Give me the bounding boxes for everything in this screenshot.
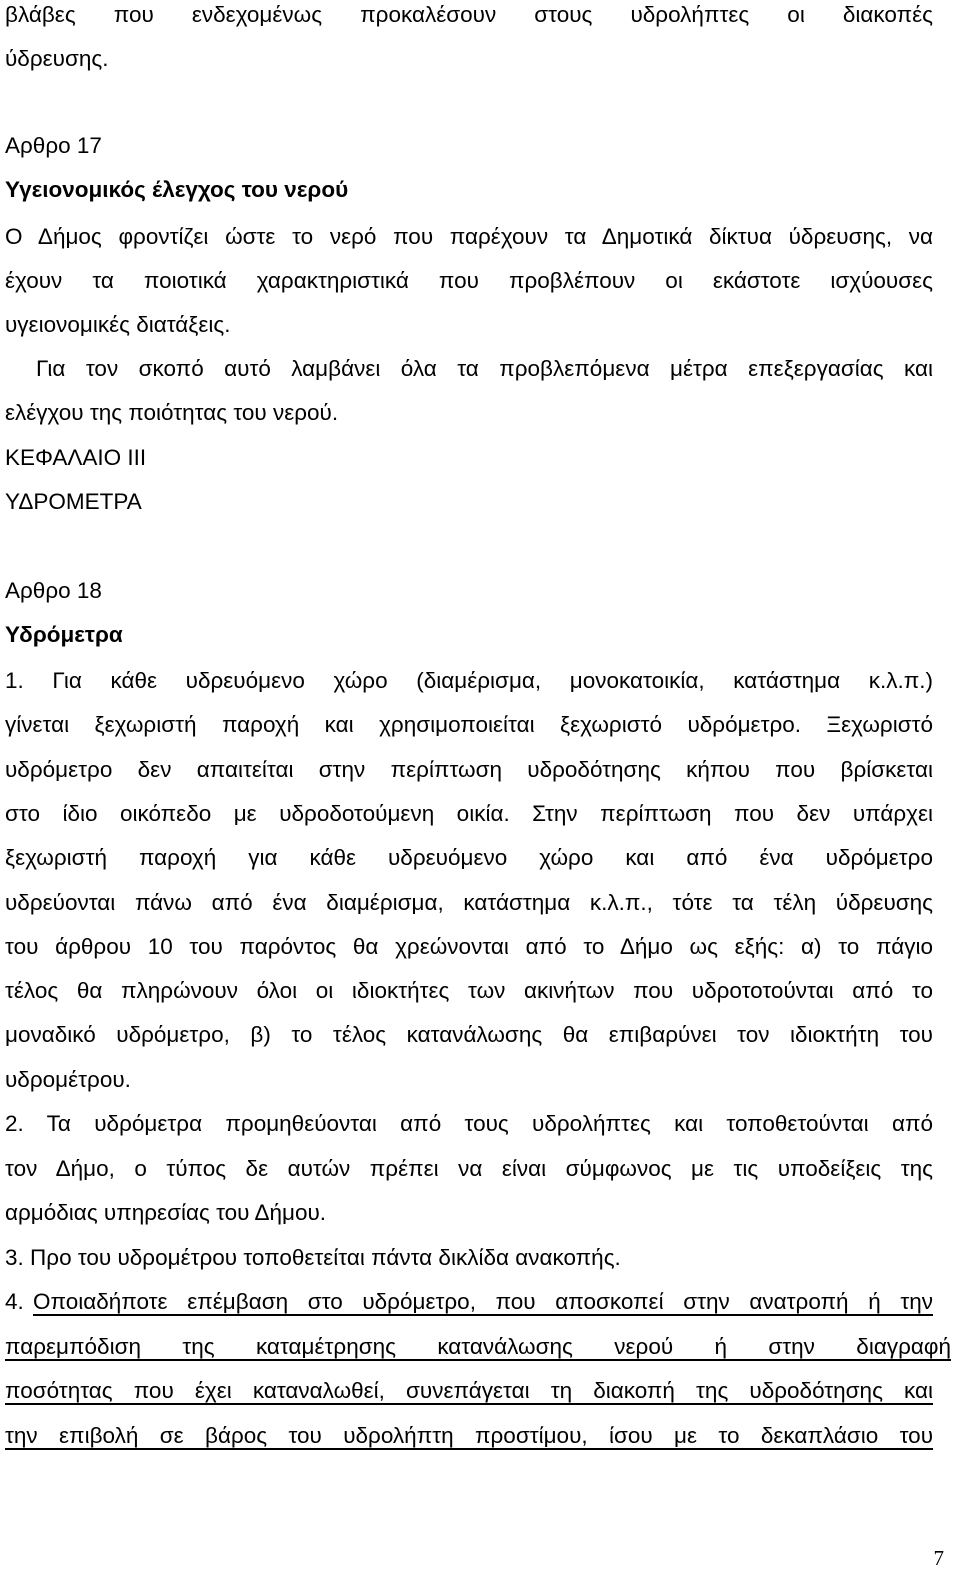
- text-line: υγειονομικές διατάξεις.: [5, 312, 231, 337]
- underlined-text-line: ποσότητας που έχει καταναλωθεί, συνεπάγεται τη διακοπή της υδροδότησης και: [5, 1378, 933, 1403]
- article-title: Υγειονομικός έλεγχος του νερού: [5, 177, 349, 202]
- text-line: 1. Για κάθε υδρευόμενο χώρο (διαμέρισμα, μονοκατοικία, κατάστημα κ.λ.π.): [5, 668, 933, 693]
- text-line: μοναδικό υδρόμετρο, β) το τέλος κατανάλωσης θα επιβαρύνει τον ιδιοκτήτη του: [5, 1022, 933, 1047]
- text-line: Ο Δήμος φροντίζει ώστε το νερό που παρέχουν τα Δημοτικά δίκτυα ύδρευσης, να: [5, 224, 933, 249]
- page-number: 7: [933, 1546, 944, 1570]
- text-line: υδρεύονται πάνω από ένα διαμέρισμα, κατάστημα κ.λ.π., τότε τα τέλη ύδρευσης: [5, 890, 933, 915]
- text-line: ελέγχου της ποιότητας του νερού.: [5, 400, 339, 425]
- text-line: γίνεται ξεχωριστή παροχή και χρησιμοποιείται ξεχωριστό υδρόμετρο. Ξεχωριστό: [5, 712, 933, 737]
- text-line: υδρόμετρο δεν απαιτείται στην περίπτωση υδροδότησης κήπου που βρίσκεται: [5, 757, 933, 782]
- text-line: ξεχωριστή παροχή για κάθε υδρευόμενο χώρο και από ένα υδρόμετρο: [5, 845, 933, 870]
- text-line: του άρθρου 10 του παρόντος θα χρεώνονται από το Δήμο ως εξής: α) το πάγιο: [5, 934, 933, 959]
- chapter-title: ΥΔΡΟΜΕΤΡΑ: [5, 489, 142, 514]
- text-line: ύδρευσης.: [5, 46, 109, 71]
- underlined-text-line: παρεμπόδιση της καταμέτρησης κατανάλωσης νερού ή στην διαγραφή: [5, 1334, 951, 1359]
- text-line: Για τον σκοπό αυτό λαμβάνει όλα τα προβλεπόμενα μέτρα επεξεργασίας και: [36, 356, 933, 381]
- text-line: 3. Προ του υδρομέτρου τοποθετείται πάντα δικλίδα ανακοπής.: [5, 1245, 621, 1270]
- text-line: βλάβες που ενδεχομένως προκαλέσουν στους υδρολήπτες οι διακοπές: [5, 2, 933, 27]
- text-line: αρμόδιας υπηρεσίας του Δήμου.: [5, 1200, 327, 1225]
- text-line: τον Δήμο, ο τύπος δε αυτών πρέπει να είναι σύμφωνος με τις υποδείξεις της: [5, 1156, 933, 1181]
- text-line: τέλος θα πληρώνουν όλοι οι ιδιοκτήτες των ακινήτων που υδροτοτούνται από το: [5, 978, 933, 1003]
- article-number: Αρθρο 17: [5, 133, 102, 158]
- text-line: 2. Τα υδρόμετρα προμηθεύονται από τους υδρολήπτες και τοποθετούνται από: [5, 1111, 933, 1136]
- text-line: υδρομέτρου.: [5, 1067, 131, 1092]
- article-title: Υδρόμετρα: [5, 622, 123, 647]
- underlined-text-line: την επιβολή σε βάρος του υδρολήπτη προστίμου, ίσου με το δεκαπλάσιο του: [5, 1423, 933, 1448]
- article-number: Αρθρο 18: [5, 578, 102, 603]
- underlined-text-line: Οποιαδήποτε επέμβαση στο υδρόμετρο, που αποσκοπεί στην ανατροπή ή την: [33, 1289, 933, 1314]
- text-line: στο ίδιο οικόπεδο με υδροδοτούμενη οικία. Στην περίπτωση που δεν υπάρχει: [5, 801, 933, 826]
- chapter-number: ΚΕΦΑΛΑΙΟ ΙΙΙ: [5, 445, 147, 470]
- text-line: έχουν τα ποιοτικά χαρακτηριστικά που προβλέπουν οι εκάστοτε ισχύουσες: [5, 268, 933, 293]
- list-item-number: 4.: [5, 1289, 24, 1314]
